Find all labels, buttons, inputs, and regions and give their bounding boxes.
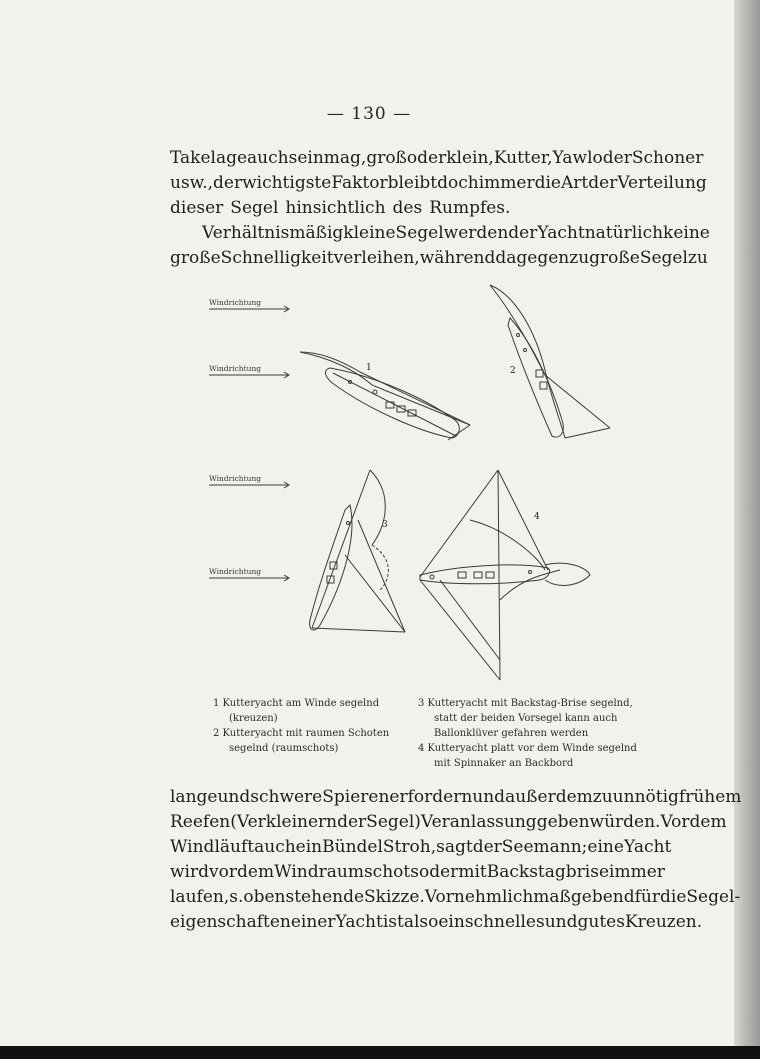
- page-number: — 130 —: [326, 104, 412, 124]
- word: ein: [295, 837, 323, 857]
- word: der: [472, 837, 502, 857]
- word: der: [213, 173, 243, 193]
- word: werden: [443, 223, 509, 243]
- caption-line: 3 Kutteryacht mit Backstag-Brise segelnd,: [418, 698, 633, 709]
- word: auch: [247, 148, 289, 168]
- word: die: [660, 887, 687, 907]
- paragraph-line: [170, 809, 727, 835]
- word: dem: [237, 862, 275, 882]
- word: ein: [438, 912, 465, 932]
- word: Seemann;: [501, 837, 588, 857]
- word: große: [589, 248, 640, 268]
- word: dagegen: [495, 248, 570, 268]
- word: dem: [689, 812, 727, 832]
- word: Verteilung: [617, 173, 707, 193]
- paragraph-line: [170, 909, 703, 935]
- word: Art: [561, 173, 589, 193]
- wind-direction-label: Windrichtung: [209, 474, 262, 483]
- figure-caption-right: [418, 696, 637, 771]
- word: große: [170, 248, 221, 268]
- word: Kutter,: [493, 148, 553, 168]
- word: oder: [592, 148, 632, 168]
- word: kleine: [343, 223, 396, 243]
- figure-caption-left: [213, 696, 389, 756]
- word: Skizze.: [364, 887, 425, 907]
- word: schnelles: [464, 912, 545, 932]
- word: verleihen,: [333, 248, 420, 268]
- word: schwere: [250, 787, 323, 807]
- word: Yacht: [335, 912, 383, 932]
- caption-line: Ballonklüver gefahren werden: [434, 728, 589, 739]
- word: der: [337, 812, 367, 832]
- word: Schoner: [631, 148, 704, 168]
- boat-3-broad-reach: [310, 470, 405, 632]
- word: mag,: [323, 148, 367, 168]
- word: klein,: [446, 148, 494, 168]
- word: Faktor: [331, 173, 388, 193]
- word: Yacht: [537, 223, 585, 243]
- word: unnötig: [612, 787, 679, 807]
- caption-line: statt der beiden Vorsegel kann auch: [434, 713, 618, 724]
- word: ist: [382, 912, 404, 932]
- boat-1-close-hauled: [300, 352, 470, 440]
- word: Vor: [660, 812, 690, 832]
- word: laufen,: [170, 887, 230, 907]
- word: sein: [288, 148, 324, 168]
- word: lange: [170, 787, 218, 807]
- word: und: [544, 912, 578, 932]
- word: wird: [170, 862, 209, 882]
- word: frühem: [678, 787, 742, 807]
- word: eine: [587, 837, 624, 857]
- word: der: [588, 173, 618, 193]
- word: geben: [536, 812, 590, 832]
- word: groß: [366, 148, 407, 168]
- boat-2-reaching: [490, 285, 610, 438]
- word: vor: [209, 862, 237, 882]
- paragraph-line: [170, 834, 672, 860]
- caption-line: 2 Kutteryacht mit raumen Schoten: [213, 728, 390, 739]
- caption-line: 4 Kutteryacht platt vor dem Winde segelnd: [418, 743, 637, 754]
- word: Takelage: [170, 148, 248, 168]
- word: Verhältnismäßig: [202, 223, 344, 243]
- word: Backstagbrise: [486, 862, 610, 882]
- caption-line: 1 Kutteryacht am Winde segelnd: [213, 698, 380, 709]
- figure-number-4: 4: [534, 512, 540, 522]
- word: immer: [478, 173, 535, 193]
- paragraph-line: [170, 859, 665, 885]
- scan-border: [0, 1046, 760, 1059]
- figure-number-2: 2: [510, 366, 516, 376]
- word: obenstehende: [243, 887, 365, 907]
- word: auch: [254, 837, 296, 857]
- word: dieser: [170, 198, 224, 218]
- wind-direction-label: Windrichtung: [209, 364, 262, 373]
- word: Bündel: [322, 837, 383, 857]
- caption-line: segelnd (raumschots): [229, 743, 339, 754]
- word: oder: [418, 862, 459, 882]
- wind-direction-label: Windrichtung: [209, 298, 262, 307]
- word: mit: [458, 862, 487, 882]
- word: raumschots: [318, 862, 419, 882]
- word: usw.,: [170, 173, 214, 193]
- word: eigenschaften: [170, 912, 291, 932]
- word: maßgebend: [533, 887, 635, 907]
- caption-line: mit Spinnaker an Backbord: [434, 758, 574, 769]
- word: während: [419, 248, 496, 268]
- word: gutes: [577, 912, 625, 932]
- wind-direction-label: Windrichtung: [209, 567, 262, 576]
- word: Rumpfes.: [429, 198, 511, 218]
- word: (Verkleinern: [230, 812, 338, 832]
- word: zu: [592, 787, 613, 807]
- word: des: [392, 198, 423, 218]
- word: s.: [229, 887, 244, 907]
- word: Stroh,: [382, 837, 437, 857]
- word: Segel-: [686, 887, 741, 907]
- word: für: [634, 887, 660, 907]
- word: Wind: [170, 837, 215, 857]
- word: Segel): [366, 812, 421, 832]
- word: oder: [406, 148, 447, 168]
- word: einer: [290, 912, 336, 932]
- caption-line: (kreuzen): [229, 713, 278, 724]
- word: außerdem: [505, 787, 593, 807]
- word: der: [508, 223, 538, 243]
- word: Segel: [230, 198, 279, 218]
- word: würden.: [589, 812, 661, 832]
- word: läuft: [214, 837, 255, 857]
- word: natürlich: [584, 223, 664, 243]
- word: Segel: [639, 248, 688, 268]
- paragraph-line: [170, 884, 741, 910]
- figure-number-3: 3: [382, 520, 388, 530]
- figure-number-1: 1: [366, 363, 372, 373]
- paragraph-line: [170, 784, 742, 810]
- word: Schnelligkeit: [220, 248, 334, 268]
- word: und: [217, 787, 251, 807]
- word: Wind: [274, 862, 319, 882]
- word: doch: [437, 173, 479, 193]
- word: erfordern: [389, 787, 473, 807]
- word: keine: [663, 223, 710, 243]
- word: also: [403, 912, 439, 932]
- word: hinsichtlich: [285, 198, 386, 218]
- word: Yacht: [623, 837, 672, 857]
- boat-4-running: [420, 470, 590, 680]
- word: wichtigste: [242, 173, 332, 193]
- word: Reefen: [170, 812, 231, 832]
- word: und: [472, 787, 506, 807]
- word: Segel: [395, 223, 444, 243]
- word: die: [534, 173, 561, 193]
- word: Spieren: [322, 787, 390, 807]
- word: bleibt: [387, 173, 438, 193]
- word: Yawl: [552, 148, 593, 168]
- word: Vornehmlich: [424, 887, 534, 907]
- word: sagt: [436, 837, 473, 857]
- word: immer: [609, 862, 665, 882]
- word: zu: [687, 248, 708, 268]
- word: Veranlassung: [420, 812, 537, 832]
- word: Kreuzen.: [624, 912, 703, 932]
- word: zu: [569, 248, 590, 268]
